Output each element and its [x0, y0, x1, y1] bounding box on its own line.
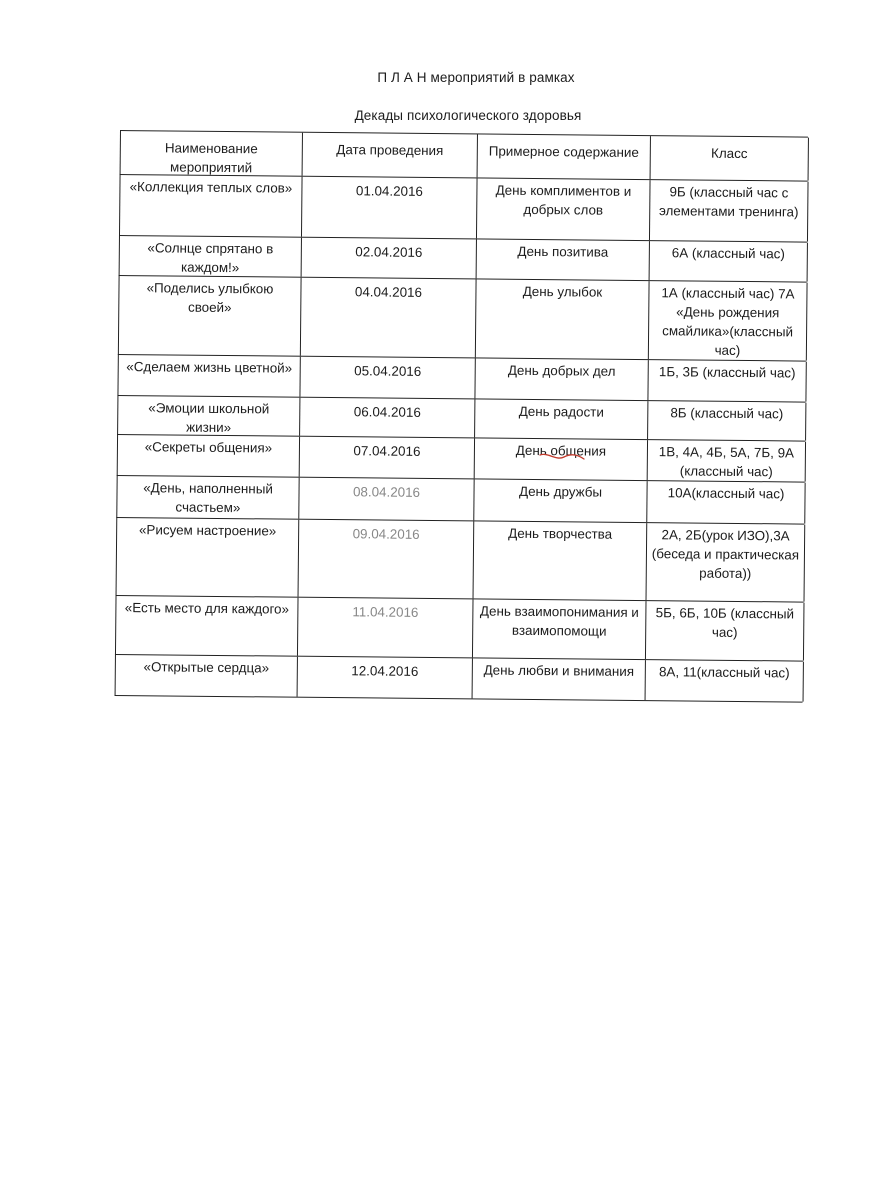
event-cell: «Рисуем настроение» [117, 518, 300, 597]
header-date: Дата проведения [303, 133, 478, 178]
table-row [117, 435, 805, 483]
table-row [115, 655, 803, 703]
table-row [115, 596, 804, 662]
content-cell: День взаимопонимания и взаимопомощи [473, 599, 647, 659]
table-row [119, 175, 808, 243]
content-cell: День добрых дел [475, 358, 648, 400]
event-cell: «Открытые сердца» [116, 655, 298, 697]
date-cell: 07.04.2016 [300, 437, 475, 479]
content-cell: День дружбы [474, 479, 647, 522]
content-cell: День позитива [477, 239, 650, 280]
document-subtitle: Декады психологического здоровья [354, 108, 582, 123]
class-cell: 8А, 11(классный час) [646, 660, 804, 702]
event-cell: «Секреты общения» [118, 435, 300, 477]
table-row [116, 476, 804, 525]
class-cell: 10А(классный час) [647, 481, 805, 524]
date-cell: 09.04.2016 [299, 520, 475, 599]
class-cell: 8Б (классный час) [648, 401, 806, 441]
class-cell: 1В, 4А, 4Б, 5А, 7Б, 9А (классный час) [648, 440, 806, 482]
events-table [115, 130, 808, 703]
class-cell: 6А (классный час) [650, 241, 808, 282]
table-header-row [120, 130, 808, 182]
content-cell: День улыбок [476, 279, 650, 359]
header-event: Наименование мероприятий [121, 131, 303, 176]
content-cell: День любви и внимания [473, 658, 646, 700]
class-cell: 9Б (классный час с элементами тренинга) [650, 180, 809, 242]
date-cell: 11.04.2016 [298, 598, 474, 658]
table-row [117, 355, 805, 403]
document-title: П Л А Н мероприятий в рамках [377, 70, 575, 85]
content-cell: День радости [475, 399, 648, 439]
table-row [117, 396, 805, 442]
header-class: Класс [651, 136, 809, 181]
table-row [119, 236, 807, 283]
pen-mark [538, 451, 586, 463]
date-cell: 12.04.2016 [298, 657, 473, 699]
event-cell: «День, наполненный счастьем» [117, 476, 299, 519]
event-cell: «Эмоции школьной жизни» [118, 396, 300, 436]
event-cell: «Поделись улыбкою своей» [119, 276, 302, 356]
date-cell: 02.04.2016 [302, 238, 477, 279]
event-cell: «Коллекция теплых слов» [120, 175, 303, 237]
class-cell: 1А (классный час) 7А «День рождения смайлика»(классный час) [649, 281, 808, 361]
event-cell: «Солнце спрятано в каждом!» [120, 236, 302, 277]
header-content: Примерное содержание [478, 134, 651, 179]
content-cell: День комплиментов и добрых слов [477, 178, 651, 240]
class-cell: 5Б, 6Б, 10Б (классный час) [646, 601, 805, 661]
content-cell: День общения [475, 438, 648, 480]
event-cell: «Сделаем жизнь цветной» [118, 355, 300, 397]
event-cell: «Есть место для каждого» [116, 596, 299, 656]
class-cell: 2А, 2Б(урок ИЗО),3А (беседа и практическая работа)) [647, 523, 806, 602]
date-cell: 05.04.2016 [300, 357, 475, 399]
date-cell: 04.04.2016 [301, 278, 477, 358]
date-cell: 08.04.2016 [299, 478, 474, 521]
class-cell: 1Б, 3Б (классный час) [648, 360, 806, 402]
date-cell: 06.04.2016 [300, 398, 475, 438]
table-row [116, 518, 805, 603]
content-cell: День творчества [474, 521, 648, 600]
date-cell: 01.04.2016 [302, 177, 478, 239]
table-row [118, 276, 807, 362]
